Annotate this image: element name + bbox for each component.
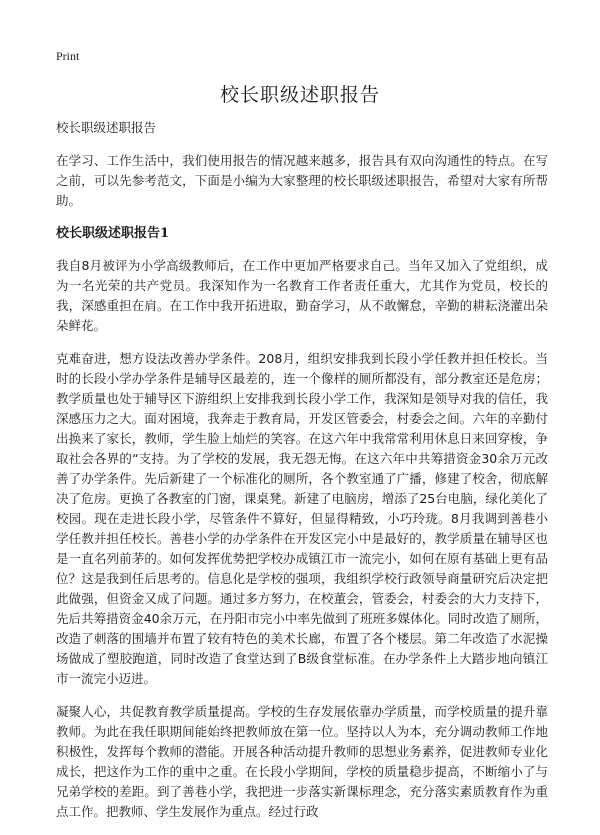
intro-paragraph: 在学习、工作生活中，我们使用报告的情况越来越多，报告具有双向沟通性的特点。在写之前，可以先参考范文，下面是小编为大家整理的校长职级述职报告，希望对大家有所帮助。: [56, 153, 548, 208]
section-heading: 校长职级述职报告1: [56, 226, 170, 241]
body-paragraph: 克难奋进，想方设法改善办学条件。208月，组织安排我到长段小学任教并担任校长。当时的长段小学办学条件是辅导区最差的，连一个像样的厕所都没有，部分教室还是危房；教学质量也处于辅导区下游组织上安排我到长段小学工作，我深知是领导对我的信任，我深感压力之大。面对困境，我奔走于教育局，开发区管委会，村委会之间。六年的辛勤付出换来了家长，教师，学生脸上灿烂的笑容。在这六年中我常常利用休息日来回穿梭，争取社会各界的“支持。为了学校的发展，我无怨无悔。在这六年中共筹措资金30余万元改善了办学条件。先后新建了一个标准化的厕所，各个教室通了广播，修建了校舍，彻底解决了危房。更换了各教室的门窗，课桌凳。新建了电脑房，增添了25台电脑，绿化美化了校园。现在走进长段小学，尽管条件不算好，但显得精致，小巧玲珑。8月我调到善巷小学任教并担任校长。善巷小学的办学条件在开发区完小中是最好的，教学质量在辅导区也是一直名列前茅的。如何发挥优势把学校办成镇江市一流完小，如何在原有基础上更有品位？这是我到任后思考的。信息化是学校的强项，我组织学校行政领导商量研究后决定把此做强，但资金又成了问题。通过多方努力，在校董会，管委会，村委会的大力支持下，先后共筹措资金40余万元，在丹阳市完小中率先做到了班班多媒体化。同时改造了厕所，改造了刺落的围墙并布置了较有特色的美术长廊，布置了各个楼层。第二年改造了水泥操场做成了塑胶跑道，同时改造了食堂达到了B级食堂标准。在办学条件上大踏步地向镇江市一流完小迈进。: [56, 351, 548, 686]
page-title: 校长职级述职报告: [219, 84, 380, 106]
document-subtitle: 校长职级述职报告: [56, 120, 157, 135]
body-paragraph: 我自8月被评为小学高级教师后，在工作中更加严格要求自己。当年又加入了党组织，成为一名光荣的共产党员。我深知作为一名教育工作者责任重大，尤其作为党员，校长的我，深感重担在肩。在工作中我开拓进取，勤奋学习，从不敢懈怠，辛勤的耕耘浇灌出朵朵鲜花。: [56, 258, 548, 333]
document-body: [56, 118, 548, 835]
body-paragraph: 凝聚人心，共促教育教学质量提高。学校的生存发展依靠办学质量，而学校质量的提升靠教师。为此在我任职期间能始终把教师放在第一位。坚持以人为本，充分调动教师工作地积极性，发挥每个教师的潜能。开展各种活动提升教师的思想业务素养，促进教师专业化成长，把这作为工作的重中之重。在长段小学期间，学校的质量稳步提高，不断缩小了与兄弟学校的差距。到了善巷小学，我把进一步落实新课标理念，充分落实素质教育作为重点工作。把教师、学生发展作为重点。经过行政: [56, 704, 548, 819]
print-link[interactable]: Print: [56, 49, 80, 63]
